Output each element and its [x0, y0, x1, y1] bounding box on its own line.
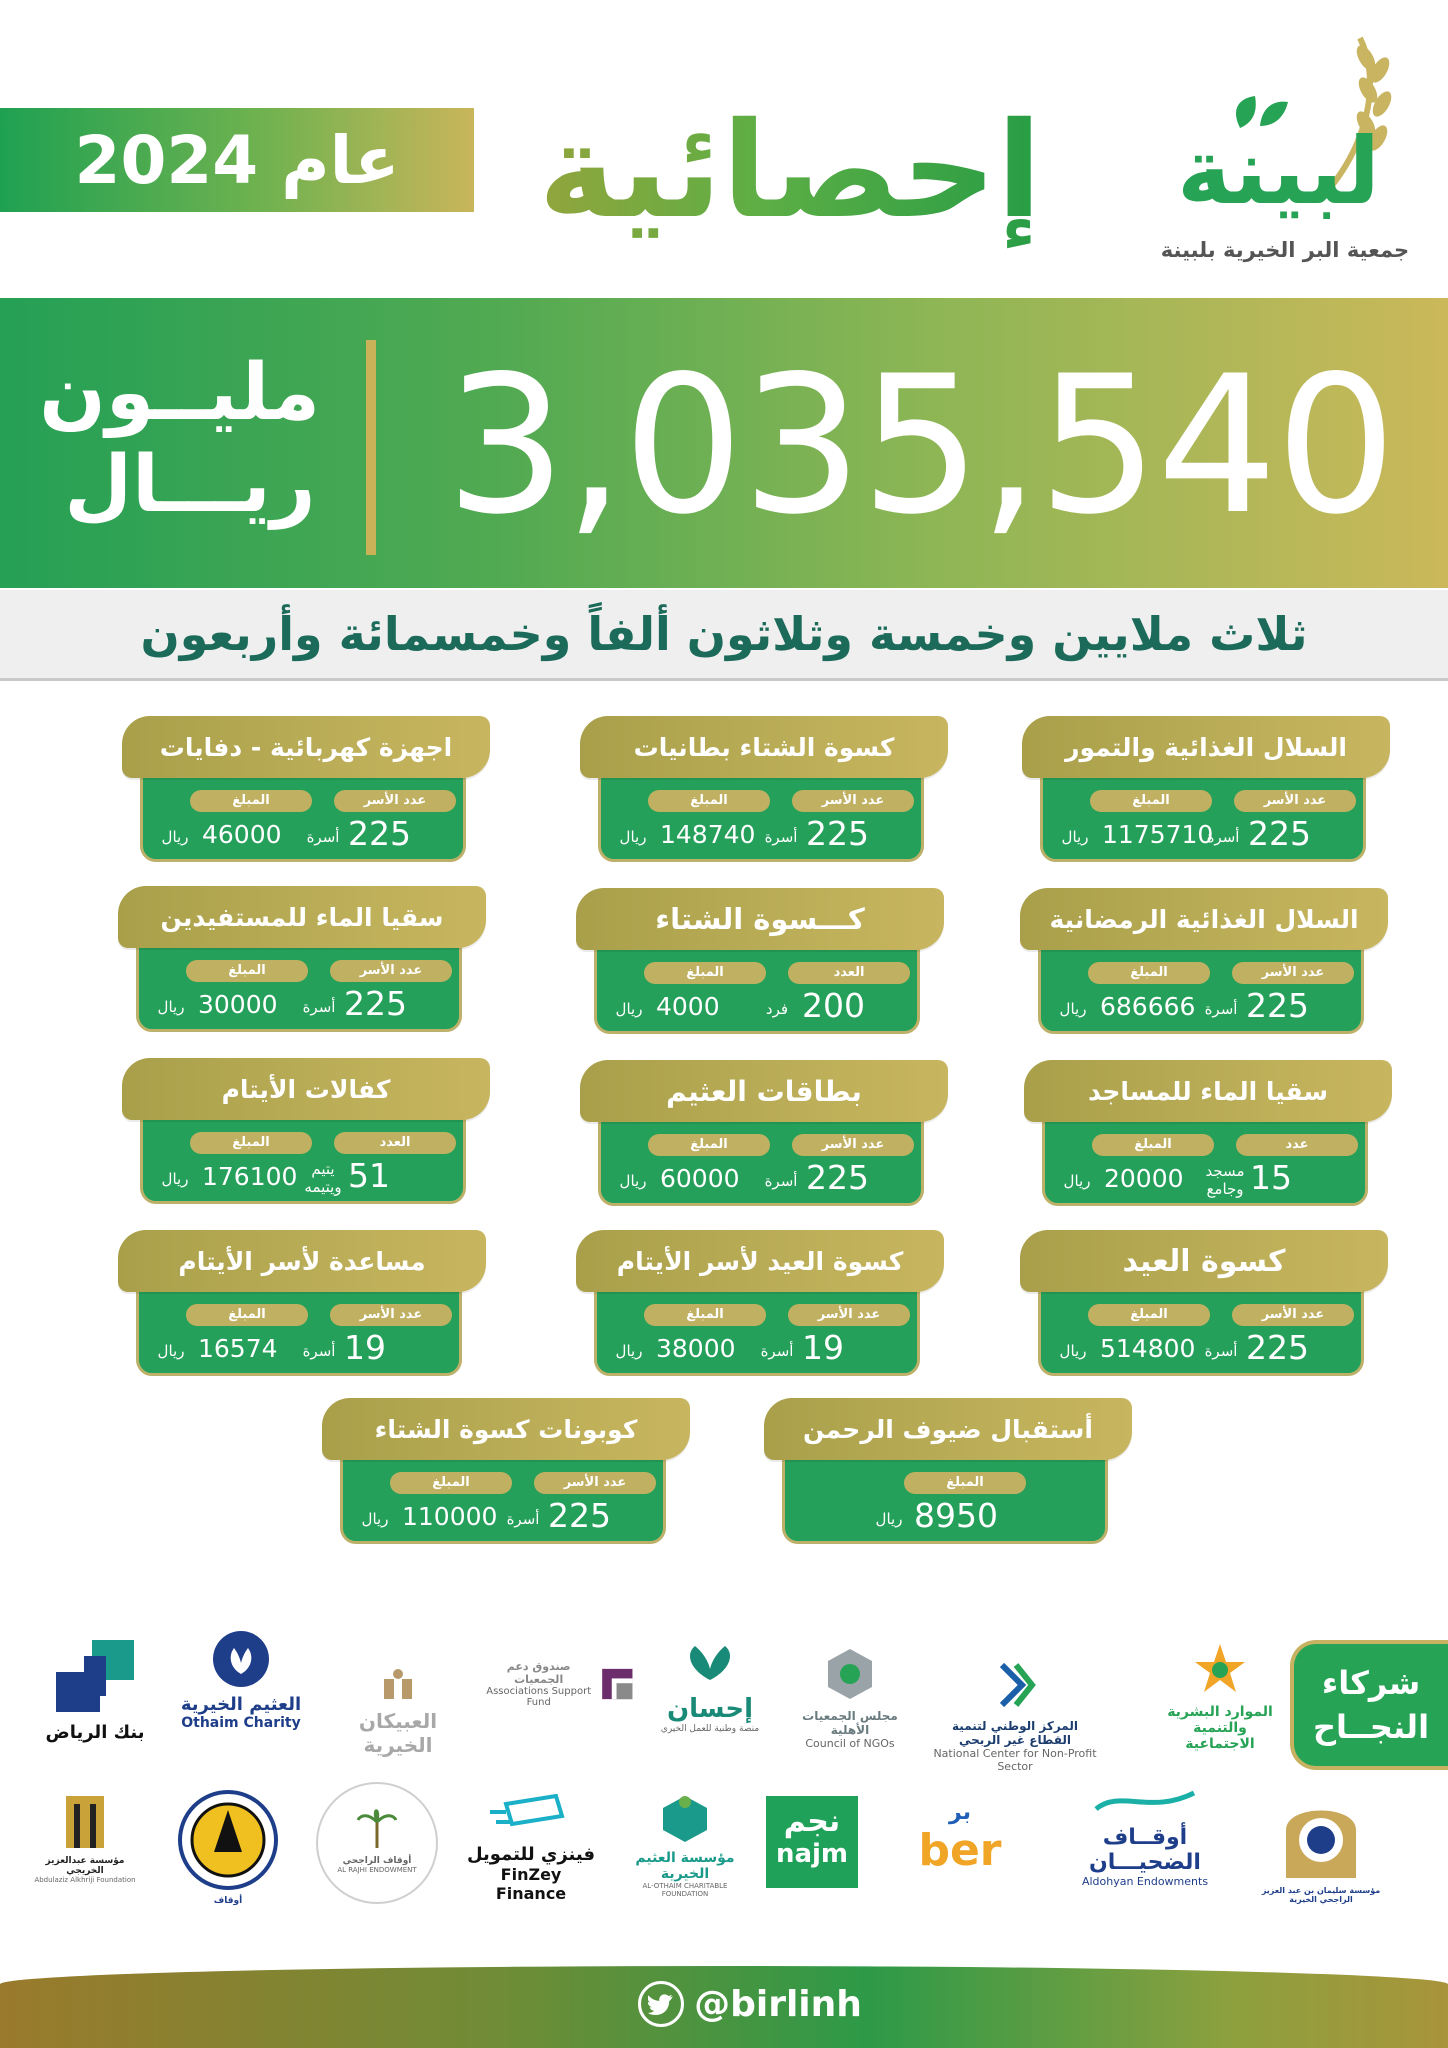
card-title: سقيا الماء للمستفيدين	[118, 886, 486, 948]
card-unit-count: أسرة	[1204, 1000, 1238, 1018]
card-value-count: 51	[348, 1156, 390, 1195]
card-label-count: عدد الأسر	[1234, 790, 1356, 812]
partner-logo-awqaf-emblem: أوقاف	[176, 1788, 280, 1892]
partner-logo-aldohyan: أوقــاف الضحيـــان Aldohyan Endowments	[1070, 1785, 1220, 1888]
card-value-count: 225	[1248, 814, 1311, 853]
partner-logo-ncnp: المركز الوطني لتنمية القطاع غير الربحي National Center for Non-Profit Sector	[930, 1655, 1100, 1773]
amount-in-words-strip	[0, 590, 1448, 681]
card-unit-count: أسرة	[764, 1172, 798, 1190]
card-title: مساعدة لأسر الأيتام	[118, 1230, 486, 1292]
riyad-bank-icon	[52, 1636, 138, 1718]
card-label-amount: المبلغ	[1088, 1304, 1210, 1326]
card-title: السلال الغذائية والتمور	[1022, 716, 1390, 778]
card-label-count: عدد الأسر	[330, 960, 452, 982]
card-value-count: 15	[1250, 1158, 1292, 1197]
card-title: كـــسوة الشتاء	[576, 888, 944, 950]
card-value-count: 225	[806, 814, 869, 853]
star-leaf-icon	[1185, 1640, 1255, 1700]
card-unit-amount: ريال	[1059, 1342, 1087, 1360]
stat-card-water-beneficiaries	[118, 886, 478, 1036]
stat-card-eid-clothing	[1020, 1230, 1380, 1380]
stat-card-eid-clothing-orphans	[576, 1230, 936, 1380]
card-title: بطاقات العثيم	[580, 1060, 948, 1122]
partners-title	[1290, 1640, 1448, 1770]
total-divider	[366, 340, 376, 555]
card-value-amount: 1175710	[1102, 820, 1214, 849]
card-value-count: 19	[344, 1328, 386, 1367]
partner-logo-hr-ministry: الموارد البشرية والتنمية الاجتماعية	[1160, 1640, 1280, 1752]
card-value-count: 225	[344, 984, 407, 1023]
card-unit-count: مسجد وجامع	[1205, 1162, 1245, 1198]
partner-logo-rajhi-foundation: مؤسسة سليمان بن عبد العزيز الراجحي الخيرية	[1256, 1790, 1386, 1904]
card-value-amount: 514800	[1100, 1334, 1196, 1363]
card-label-count: عدد الأسر	[788, 1304, 910, 1326]
card-label-count: عدد الأسر	[1232, 962, 1354, 984]
card-unit-count: أسرة	[760, 1342, 794, 1360]
partners-title-line1: شركاء	[1321, 1664, 1421, 1702]
stat-card-orphan-family-aid	[118, 1230, 478, 1380]
finzey-icon	[486, 1790, 576, 1840]
card-unit-amount: ريال	[615, 1000, 643, 1018]
partner-logo-ehsan: إحسان منصة وطنية للعمل الخيري	[650, 1640, 770, 1734]
partner-logo-khriji: مؤسسة عبدالعزيز الخريجي Abdulaziz Alkhriji Foundation	[30, 1792, 140, 1884]
card-title: أستقبال ضيوف الرحمن	[764, 1398, 1132, 1460]
card-unit-amount: ريال	[157, 1342, 185, 1360]
stat-card-food-baskets-dates	[1022, 716, 1382, 866]
obeikan-icon	[378, 1665, 418, 1705]
card-unit-count: أسرة	[1204, 1342, 1238, 1360]
card-unit-count: يتيم ويتيمه	[304, 1160, 342, 1196]
card-label-amount: المبلغ	[644, 962, 766, 984]
emblem-icon	[176, 1788, 280, 1892]
fund-square-icon	[599, 1661, 636, 1707]
stat-card-water-mosques	[1024, 1060, 1384, 1210]
card-unit-count: أسرة	[306, 828, 340, 846]
card-value-amount: 16574	[198, 1334, 278, 1363]
card-value-count: 225	[548, 1496, 611, 1535]
card-value-count: 225	[806, 1158, 869, 1197]
twitter-handle-text: @birlinh	[694, 1983, 862, 2025]
year-banner	[0, 108, 474, 212]
card-label-amount: المبلغ	[1092, 1134, 1214, 1156]
partner-logo-ber: بر ber	[918, 1800, 1002, 1876]
card-value-count: 225	[1246, 986, 1309, 1025]
card-label-count: العدد	[788, 962, 910, 984]
card-unit-count: فرد	[765, 1000, 789, 1018]
unit-riyal: ريـــال	[64, 440, 316, 530]
card-unit-amount: ريال	[361, 1510, 389, 1528]
card-unit-amount: ريال	[619, 1172, 647, 1190]
card-label-amount: المبلغ	[904, 1472, 1026, 1494]
card-value-amount: 46000	[202, 820, 282, 849]
unit-million: مليــون	[39, 348, 320, 438]
card-unit-amount: ريال	[157, 998, 185, 1016]
twitter-icon	[638, 1981, 684, 2027]
palm-icon	[352, 1802, 402, 1852]
card-title: كفالات الأيتام	[122, 1058, 490, 1120]
card-label-amount: المبلغ	[1090, 790, 1212, 812]
stat-card-ramadan-baskets	[1020, 888, 1380, 1038]
card-unit-amount: ريال	[161, 1170, 189, 1188]
card-value-amount: 4000	[656, 992, 720, 1021]
card-unit-amount: ريال	[1063, 1172, 1091, 1190]
card-label-count: العدد	[334, 1132, 456, 1154]
card-unit-count: أسرة	[302, 1342, 336, 1360]
amount-in-words: ثلاث ملايين وخمسة وثلاثون ألفاً وخمسمائة وأربعون	[140, 607, 1308, 661]
card-label-amount: المبلغ	[186, 960, 308, 982]
card-title: كوبونات كسوة الشتاء	[322, 1398, 690, 1460]
card-title: سقيا الماء للمساجد	[1024, 1060, 1392, 1122]
card-value-amount: 38000	[656, 1334, 736, 1363]
logo-caption: جمعية البر الخيرية بلبينة	[1160, 238, 1410, 262]
stat-card-electrical-heaters	[122, 716, 482, 866]
card-unit-count: أسرة	[1206, 828, 1240, 846]
card-value-count: 200	[802, 986, 865, 1025]
partner-logo-najm: نجم najm	[766, 1796, 858, 1888]
year-text: عام 2024	[74, 121, 400, 199]
card-label-count: عدد الأسر	[330, 1304, 452, 1326]
stat-card-winter-clothing	[576, 888, 936, 1038]
partners-title-line2: النجــاح	[1312, 1708, 1430, 1746]
stat-card-hajj-guests	[764, 1398, 1124, 1548]
card-label-amount: المبلغ	[190, 1132, 312, 1154]
partner-logo-riyad-bank: بنك الرياض	[40, 1636, 150, 1743]
stat-card-othaim-cards	[580, 1060, 940, 1210]
card-value-count: 19	[802, 1328, 844, 1367]
card-label-count: عدد الأسر	[1232, 1304, 1354, 1326]
card-title: السلال الغذائية الرمضانية	[1020, 888, 1388, 950]
card-value-amount: 686666	[1100, 992, 1196, 1021]
card-title: اجهزة كهربائية - دفايات	[122, 716, 490, 778]
card-value-amount: 30000	[198, 990, 278, 1019]
rajhi-dome-icon	[1276, 1790, 1366, 1882]
stat-card-winter-coupons	[322, 1398, 682, 1548]
hexagon-icon	[822, 1645, 878, 1705]
partner-logo-othaim-charity: العثيم الخيرية Othaim Charity	[176, 1628, 306, 1731]
card-unit-amount: ريال	[619, 828, 647, 846]
card-label-amount: المبلغ	[648, 790, 770, 812]
card-label-amount: المبلغ	[644, 1304, 766, 1326]
card-title: كسوة العيد لأسر الأيتام	[576, 1230, 944, 1292]
card-value-amount: 176100	[202, 1162, 298, 1191]
partner-logo-ngo-council: مجلس الجمعيات الأهلية Council of NGOs	[790, 1645, 910, 1750]
card-label-amount: المبلغ	[186, 1304, 308, 1326]
total-amount: 3,035,540	[445, 334, 1395, 556]
card-value-amount: 148740	[660, 820, 756, 849]
card-label-amount: المبلغ	[648, 1134, 770, 1156]
aldohyan-wave-icon	[1090, 1785, 1200, 1821]
stat-card-winter-blankets	[580, 716, 940, 866]
logo-text: لبينة	[1176, 118, 1380, 225]
card-value-amount: 110000	[402, 1502, 498, 1531]
card-label-amount: المبلغ	[190, 790, 312, 812]
khriji-icon	[60, 1792, 110, 1852]
card-value-amount: 8950	[914, 1496, 998, 1535]
ehsan-leaf-icon	[665, 1640, 755, 1690]
card-value-amount: 20000	[1104, 1164, 1184, 1193]
othaim-foundation-icon	[655, 1790, 715, 1846]
card-unit-amount: ريال	[1059, 1000, 1087, 1018]
othaim-circle-icon	[210, 1628, 272, 1690]
card-label-amount: المبلغ	[390, 1472, 512, 1494]
partner-logo-associations-fund: صندوق دعم الجمعيات Associations Support Fund	[486, 1660, 636, 1708]
card-label-count: عدد	[1236, 1134, 1358, 1156]
partner-logo-othaim-foundation: مؤسسة العثيم الخيرية AL-OTHAIM CHARITABLE FOUNDATION	[620, 1790, 750, 1898]
card-unit-amount: ريال	[615, 1342, 643, 1360]
card-unit-count: أسرة	[506, 1510, 540, 1528]
card-value-count: 225	[1246, 1328, 1309, 1367]
card-value-count: 225	[348, 814, 411, 853]
card-label-count: عدد الأسر	[792, 1134, 914, 1156]
card-label-count: عدد الأسر	[334, 790, 456, 812]
partner-logo-finzey: فينزي للتمويل FinZey Finance	[466, 1790, 596, 1903]
card-value-amount: 60000	[660, 1164, 740, 1193]
twitter-handle-link[interactable]	[630, 1978, 870, 2030]
card-unit-amount: ريال	[1061, 828, 1089, 846]
card-unit-amount: ريال	[161, 828, 189, 846]
page-title: إحصائية	[490, 86, 1090, 256]
card-title: كسوة العيد	[1020, 1230, 1388, 1292]
card-title: كسوة الشتاء بطانيات	[580, 716, 948, 778]
stat-card-orphan-sponsorships	[122, 1058, 482, 1208]
card-label-amount: المبلغ	[1088, 962, 1210, 984]
card-unit-amount: ريال	[875, 1510, 903, 1528]
partner-logo-rajhi-endowment: أوقاف الراجحي AL RAJHI ENDOWMENT	[316, 1782, 438, 1904]
card-label-count: عدد الأسر	[534, 1472, 656, 1494]
card-label-count: عدد الأسر	[792, 790, 914, 812]
card-unit-count: أسرة	[764, 828, 798, 846]
card-unit-count: أسرة	[302, 998, 336, 1016]
ncnp-arrow-icon	[992, 1655, 1038, 1715]
partner-logo-obeikan: العبيكان الخيرية	[330, 1665, 466, 1757]
